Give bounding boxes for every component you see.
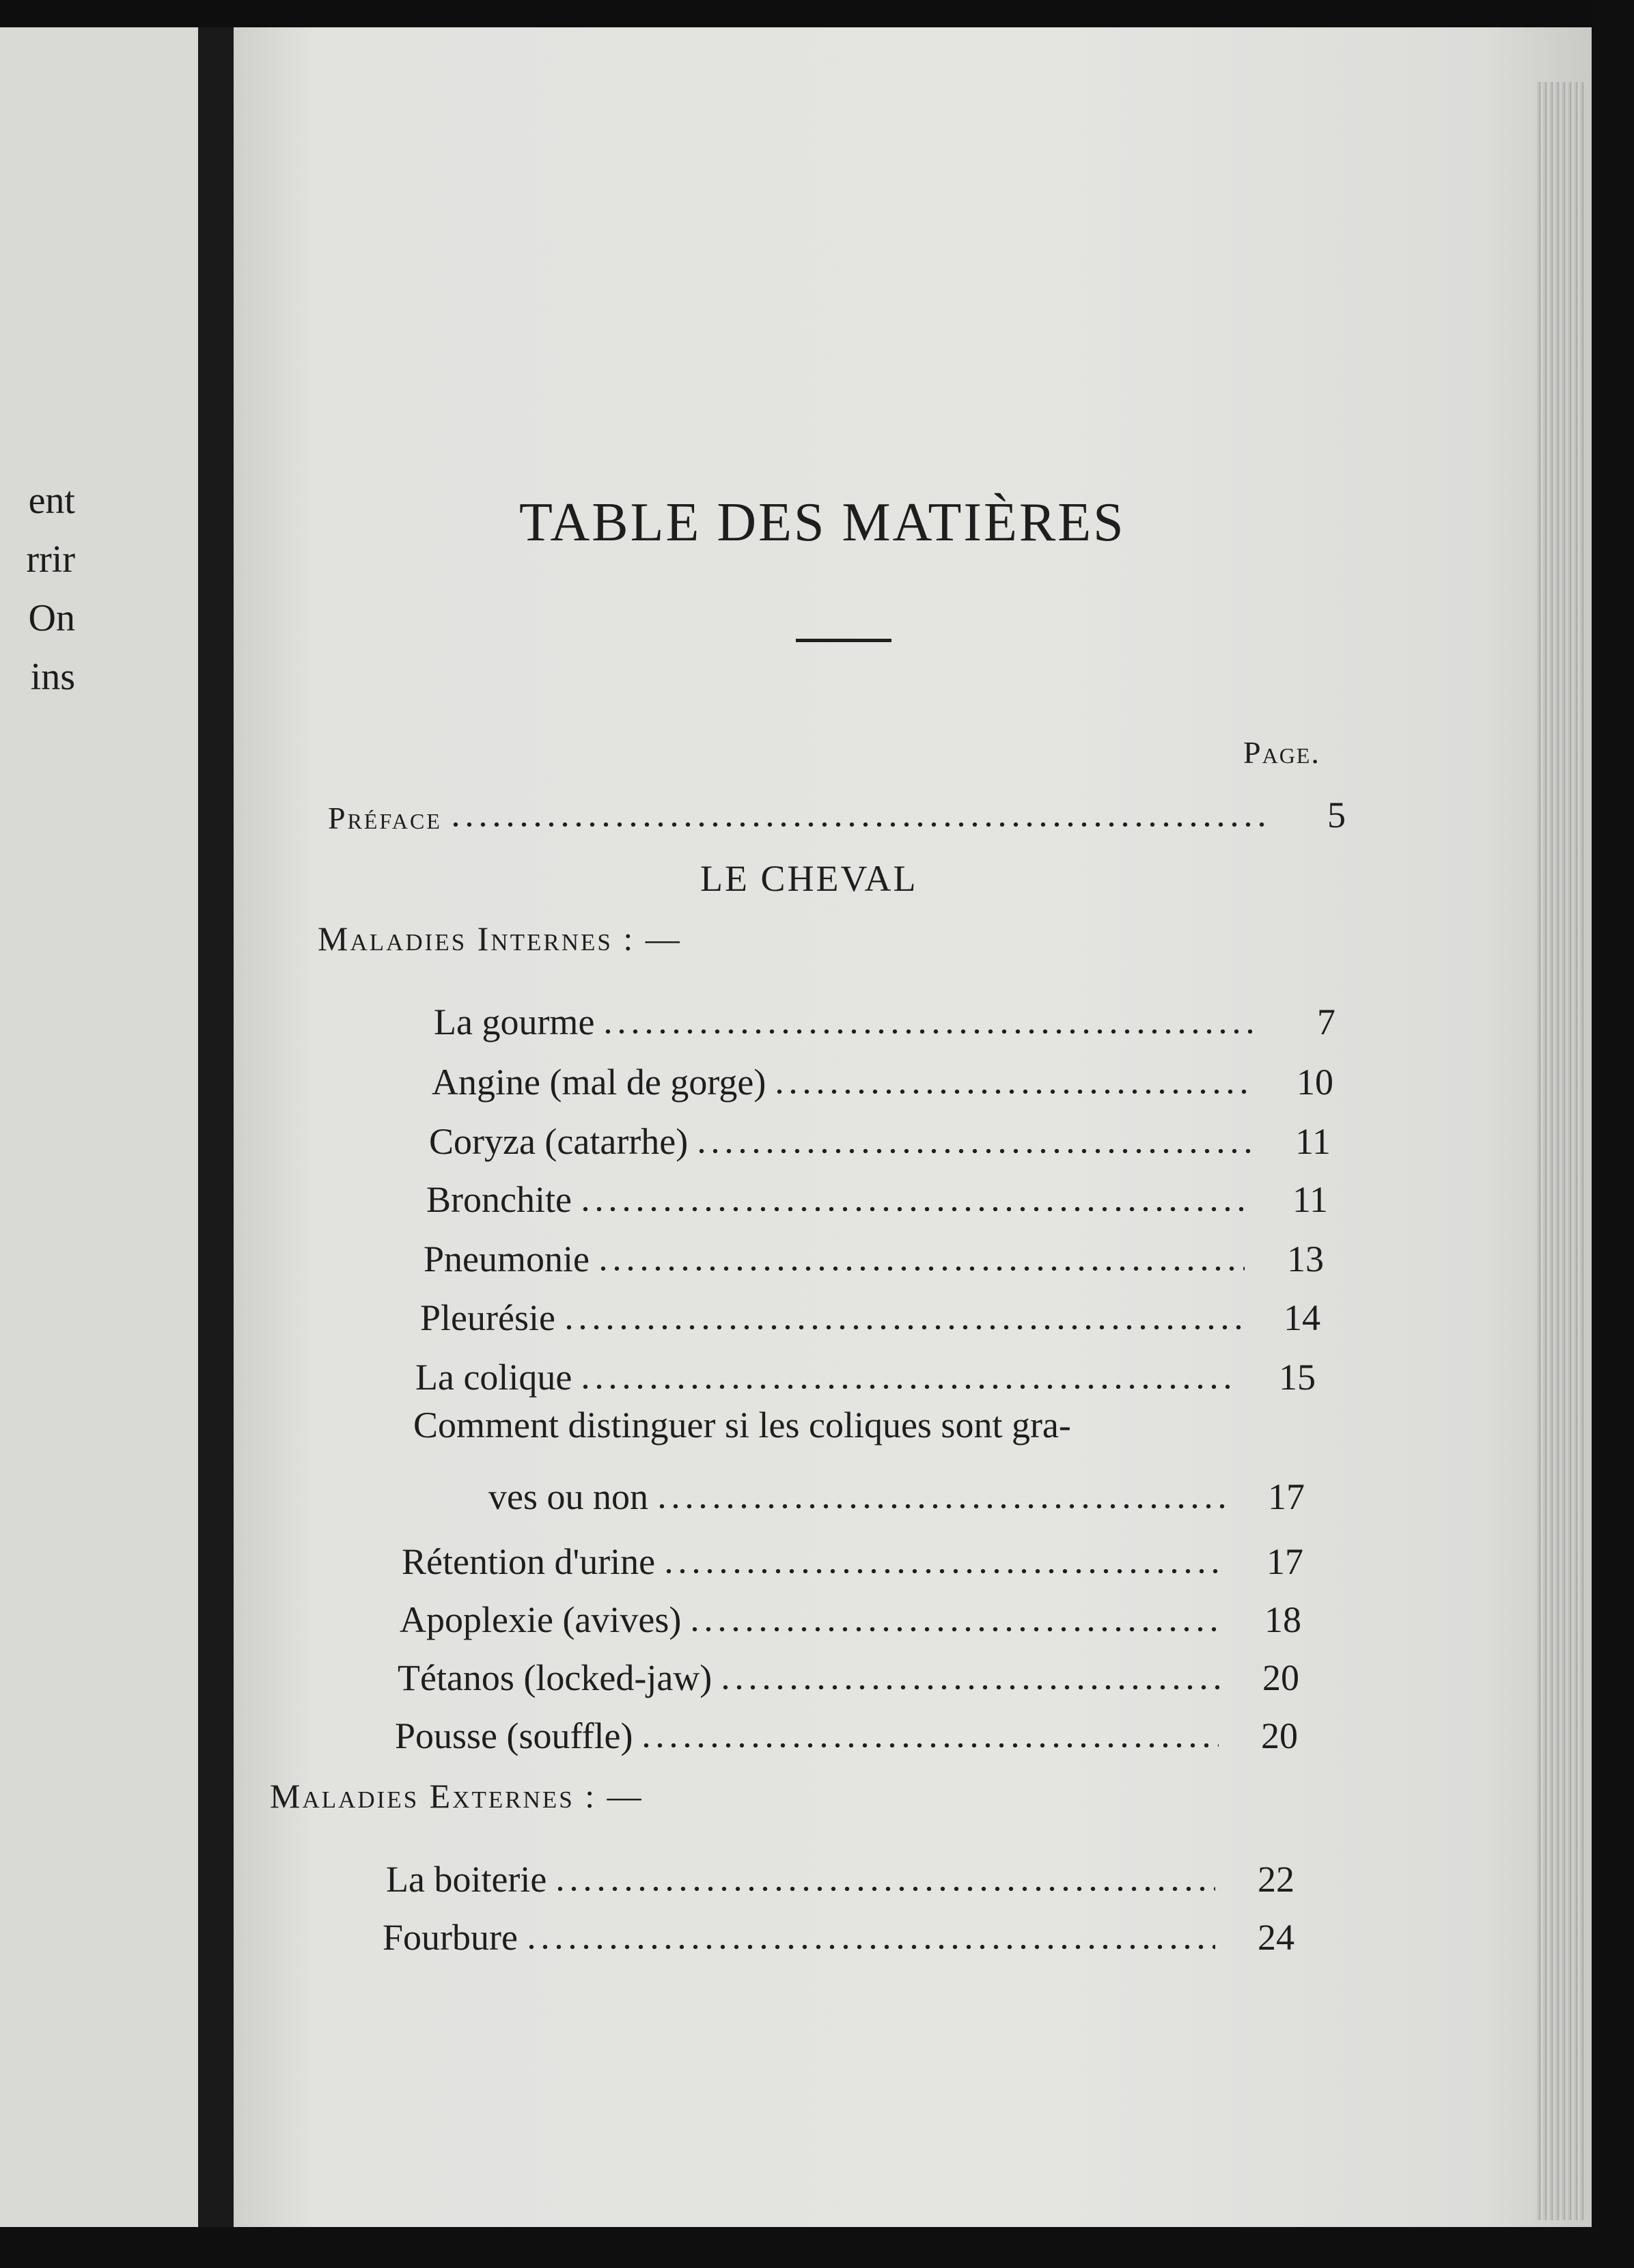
toc-entry	[402, 1534, 1303, 1583]
toc-entry-label: Coryza (catarrhe)	[429, 1121, 689, 1162]
toc-entry-label: Bronchite	[426, 1179, 572, 1220]
toc-entry-label: La boiterie	[386, 1859, 547, 1900]
toc-entry-page: 22	[1258, 1859, 1294, 1900]
toc-entry-label: Angine (mal de gorge)	[432, 1062, 766, 1103]
dot-leader	[596, 1267, 1245, 1271]
scan-border-right	[1592, 0, 1634, 2268]
dot-leader	[525, 1945, 1215, 1949]
toc-entry-label: La colique	[415, 1357, 572, 1398]
dot-leader	[688, 1627, 1222, 1631]
dot-leader	[449, 822, 1266, 827]
page-edges	[1537, 82, 1585, 2220]
dot-leader	[553, 1887, 1215, 1891]
toc-entry	[386, 1851, 1294, 1900]
left-page	[0, 27, 198, 2227]
toc-entry-label-line1: Comment distinguer si les coliques sont gra-	[413, 1405, 1071, 1446]
toc-entry-page: 5	[1327, 794, 1346, 835]
toc-entry-page: 17	[1266, 1541, 1303, 1582]
toc-entry-page: 18	[1264, 1599, 1301, 1640]
toc-entry-page: 7	[1317, 1001, 1335, 1042]
toc-entry	[398, 1650, 1299, 1699]
toc-entry	[383, 1909, 1294, 1959]
page-column-label: Page.	[1243, 735, 1320, 770]
left-page-text	[0, 471, 75, 706]
scan-border-top	[0, 0, 1634, 27]
left-fragment: rrir	[26, 538, 75, 581]
toc-entry-page: 20	[1262, 1657, 1299, 1698]
book-spine	[198, 27, 234, 2227]
toc-entry-label: Rétention d'urine	[402, 1541, 656, 1582]
toc-entry-label: Préface	[328, 801, 442, 835]
toc-entry-label: Pleurésie	[420, 1297, 555, 1338]
dot-leader	[662, 1569, 1224, 1573]
left-fragment: ent	[28, 480, 75, 522]
dot-leader	[719, 1685, 1220, 1689]
toc-entry-page: 17	[1268, 1476, 1305, 1517]
dot-leader	[601, 1029, 1256, 1034]
toc-entry-page: 15	[1279, 1357, 1316, 1398]
dot-leader	[562, 1325, 1241, 1329]
title-rule	[796, 639, 891, 642]
left-fragment: ins	[30, 656, 75, 698]
toc-entry-preface	[328, 787, 1346, 836]
group-heading-external: Maladies Externes : —	[270, 1777, 643, 1815]
left-fragment: On	[28, 597, 75, 639]
toc-entry-label: La gourme	[434, 1001, 595, 1042]
scan-border-bottom	[0, 2227, 1634, 2268]
page-title: TABLE DES MATIÈRES	[519, 493, 1126, 553]
toc-entry	[420, 1290, 1320, 1339]
toc-entry-page: 11	[1292, 1179, 1328, 1220]
toc-entry-label: Fourbure	[383, 1917, 518, 1958]
toc-entry	[400, 1592, 1301, 1641]
toc-entry-label: Pousse (souffle)	[395, 1715, 633, 1756]
dot-leader	[773, 1090, 1254, 1094]
dot-leader	[655, 1504, 1226, 1508]
toc-entry	[426, 1172, 1328, 1221]
toc-entry-page: 20	[1261, 1715, 1298, 1756]
toc-entry-page: 11	[1295, 1121, 1331, 1162]
toc-entry-label: Tétanos (locked-jaw)	[398, 1657, 712, 1698]
dot-leader	[695, 1149, 1251, 1153]
toc-entry	[395, 1708, 1298, 1757]
toc-entry	[415, 1349, 1316, 1398]
toc-entry	[429, 1114, 1331, 1163]
dot-leader	[579, 1207, 1249, 1211]
dot-leader	[639, 1743, 1219, 1747]
toc-entry	[488, 1469, 1305, 1518]
toc-entry-page: 13	[1287, 1239, 1324, 1280]
toc-entry-label: Apoplexie (avives)	[400, 1599, 682, 1640]
section-title: LE CHEVAL	[700, 858, 918, 899]
toc-entry	[432, 1054, 1333, 1103]
toc-entry-page: 10	[1297, 1062, 1333, 1103]
toc-entry-label: Pneumonie	[424, 1239, 590, 1280]
toc-entry-page: 24	[1258, 1917, 1294, 1958]
group-heading-internal: Maladies Internes : —	[318, 919, 682, 958]
toc-entry	[434, 994, 1335, 1043]
toc-entry-label: ves ou non	[488, 1476, 648, 1517]
toc-entry-page: 14	[1284, 1297, 1320, 1338]
toc-entry	[424, 1231, 1324, 1280]
dot-leader	[579, 1385, 1236, 1389]
